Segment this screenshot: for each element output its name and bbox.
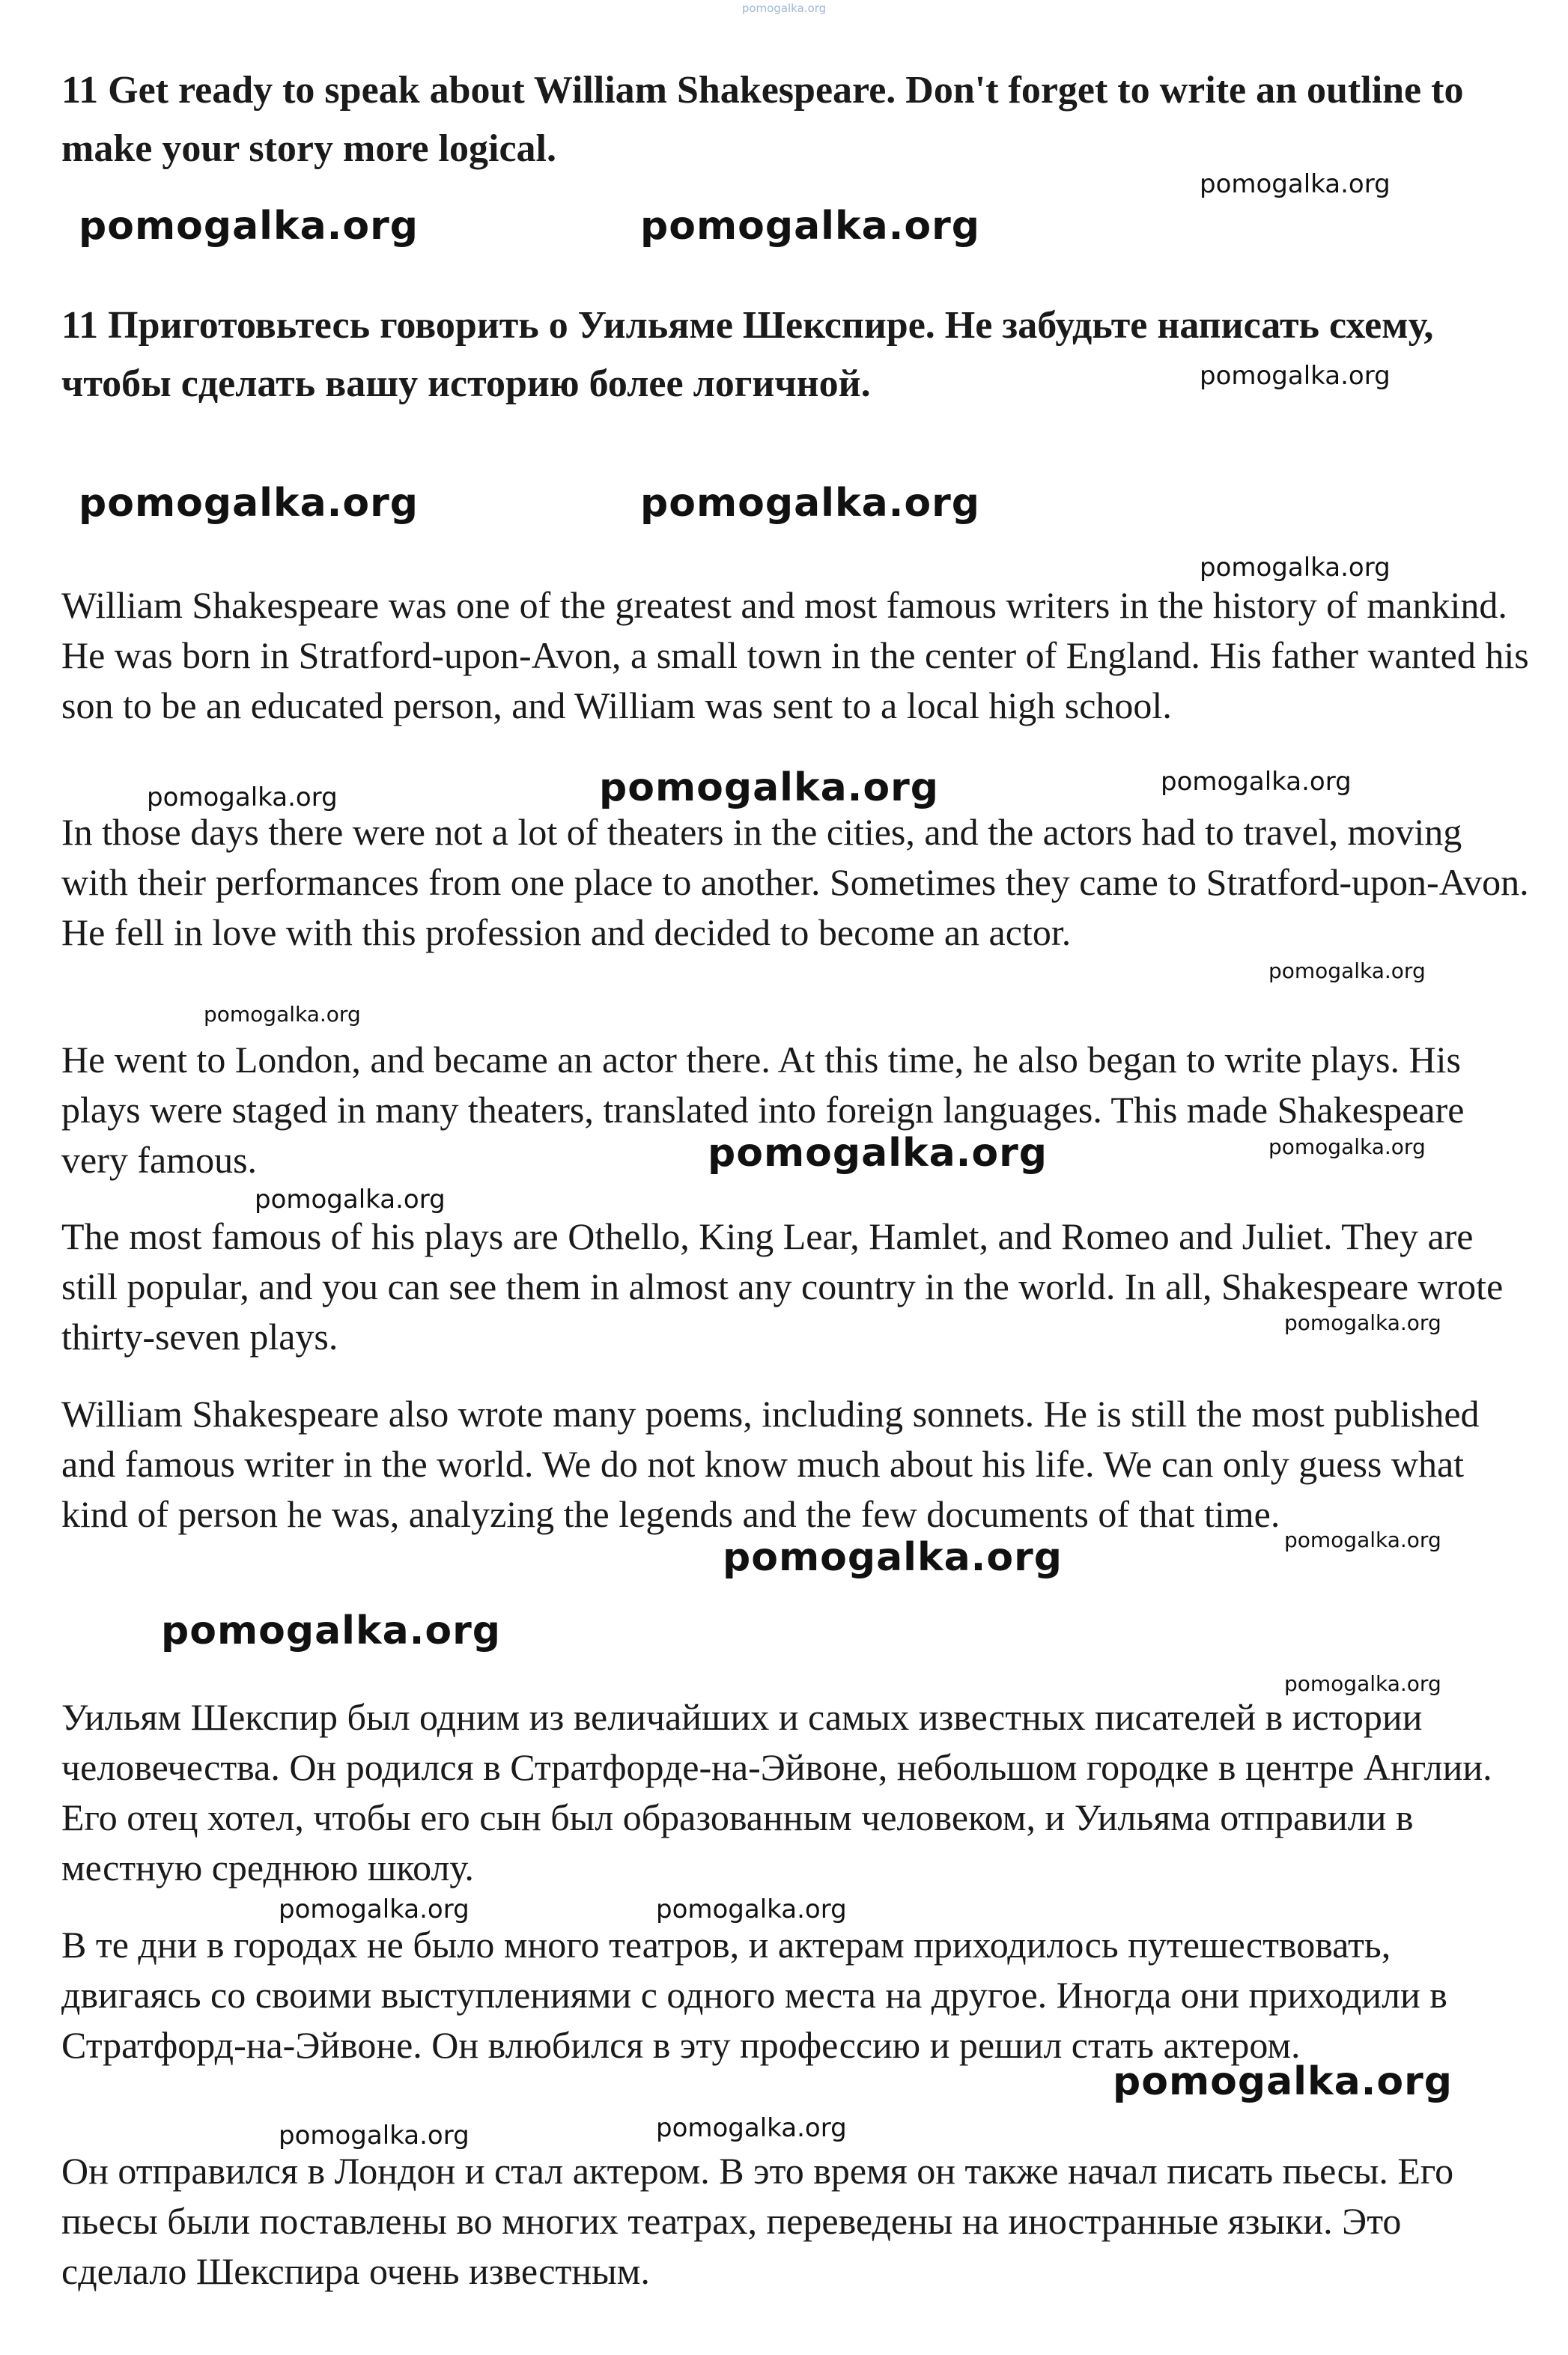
english-paragraph-3: He went to London, and became an actor there. At this time, he also began to write plays. His plays were staged in many theaters, translated into foreign languages. This made Shakespeare very famous. xyxy=(61,1039,1465,1181)
russian-paragraph-3: Он отправился в Лондон и стал актером. В это время он также начал писать пьесы. Его пьесы были поставлены во многих театрах, переведены на иностранные языки. Это сделало Шекспира очень известным. xyxy=(61,2150,1454,2292)
watermark: pomogalka.org xyxy=(640,204,981,249)
watermark: pomogalka.org xyxy=(79,481,419,526)
watermark: pomogalka.org xyxy=(1200,361,1391,391)
english-paragraph-4: The most famous of his plays are Othello, King Lear, Hamlet, and Romeo and Juliet. They are still popular, and you can see them in almost any country in the world. In all, Shakespeare wrote thirty-seven plays. xyxy=(61,1215,1504,1358)
task-heading-english: 11 Get ready to speak about William Shakespeare. Don't forget to write an outline to make your story more logical. xyxy=(61,69,1464,170)
watermark: pomogalka.org xyxy=(79,204,419,249)
task-heading-russian: 11 Приготовьтесь говорить о Уильяме Шекспире. Не забудьте написать схему, чтобы сделать вашу историю более логичной. xyxy=(61,304,1434,405)
watermark: pomogalka.org xyxy=(723,1535,1063,1580)
watermark: pomogalka.org xyxy=(1284,1310,1441,1335)
watermark: pomogalka.org xyxy=(279,2121,470,2151)
russian-paragraph-2: В те дни в городах не было много театров, и актерам приходилось путешествовать, двигаясь со своими выступлениями с одного места на другое. Иногда они приходили в Стратфорд-на-Эйвоне. Он влюбился в эту профессию и решил стать актером. xyxy=(61,1924,1447,2066)
watermark: pomogalka.org xyxy=(1113,2059,1453,2104)
watermark: pomogalka.org xyxy=(1161,767,1352,797)
watermark: pomogalka.org xyxy=(1200,553,1391,583)
watermark: pomogalka.org xyxy=(708,1131,1048,1176)
watermark: pomogalka.org xyxy=(279,1894,470,1924)
russian-paragraph-1: Уильям Шекспир был одним из величайших и самых известных писателей в истории человечества. Он родился в Стратфорде-на-Эйвоне, небольшом городке в центре Англии. Его отец хотел, чтобы его сын был образованным человеком, и Уильяма отправили в местную среднюю школу. xyxy=(61,1696,1492,1888)
english-paragraph-2: In those days there were not a lot of theaters in the cities, and the actors had to travel, moving with their performances from one place to another. Sometimes they came to Stratford-upon-Avon. He fell in love with this profession and decided to become an actor. xyxy=(61,811,1529,953)
watermark: pomogalka.org xyxy=(1284,1671,1441,1696)
watermark: pomogalka.org xyxy=(204,1002,361,1027)
header-watermark: pomogalka.org xyxy=(741,1,827,15)
watermark: pomogalka.org xyxy=(656,2113,847,2143)
watermark: pomogalka.org xyxy=(161,1608,502,1653)
english-paragraph-5: William Shakespeare also wrote many poems, including sonnets. He is still the most published and famous writer in the world. We do not know much about his life. We can only guess what kind of person he was, analyzing the legends and the few documents of that time. xyxy=(61,1393,1480,1535)
watermark: pomogalka.org xyxy=(1200,169,1391,199)
watermark: pomogalka.org xyxy=(1268,958,1426,983)
watermark: pomogalka.org xyxy=(1268,1134,1426,1159)
watermark: pomogalka.org xyxy=(255,1185,446,1215)
watermark: pomogalka.org xyxy=(1284,1528,1441,1552)
watermark: pomogalka.org xyxy=(147,783,338,812)
watermark: pomogalka.org xyxy=(599,765,940,810)
english-paragraph-1: William Shakespeare was one of the greatest and most famous writers in the history of mankind. He was born in Stratford-upon-Avon, a small town in the center of England. His father wanted his son to be an educated person, and William was sent to a local high school. xyxy=(61,584,1529,726)
watermark: pomogalka.org xyxy=(656,1894,847,1924)
watermark: pomogalka.org xyxy=(640,481,981,526)
